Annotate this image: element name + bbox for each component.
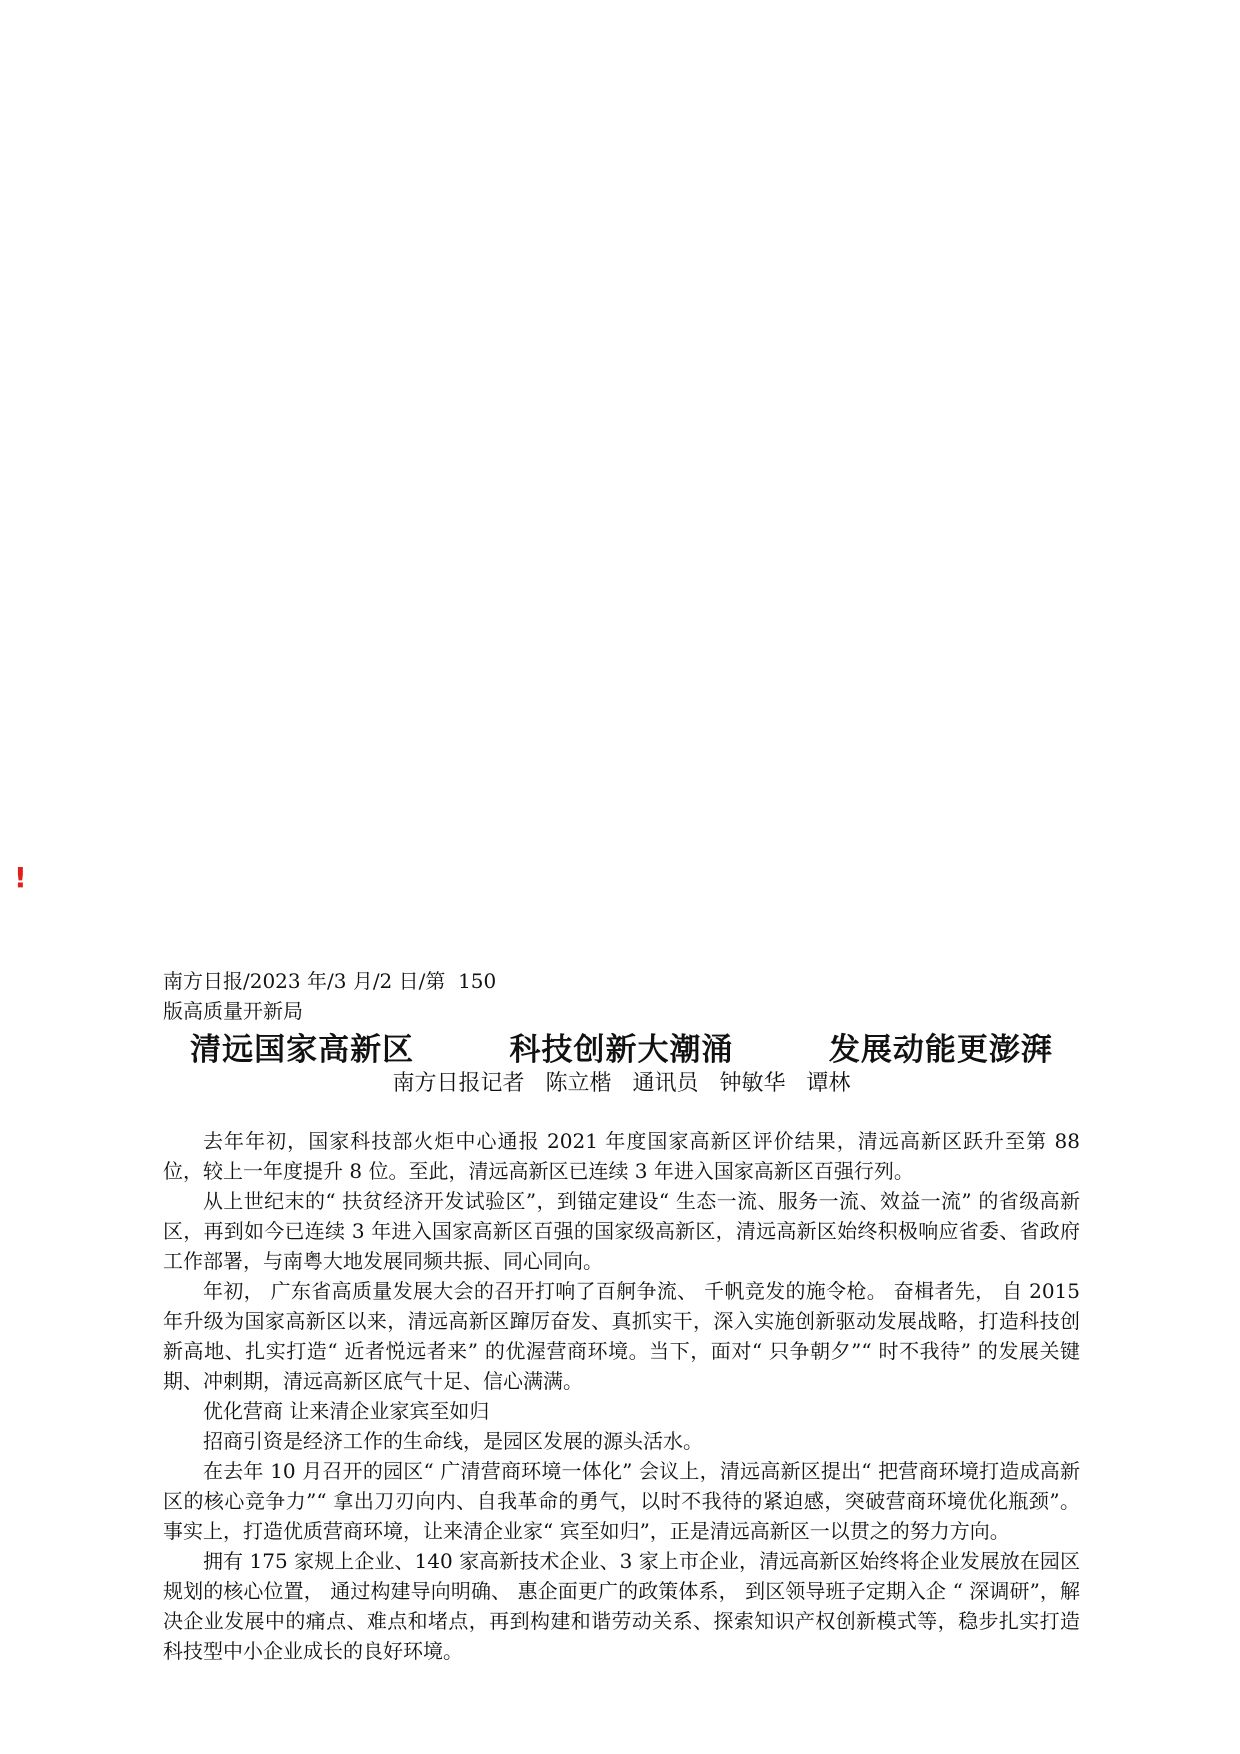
publication-info-line-2: 版高质量开新局 (163, 999, 303, 1023)
red-exclamation-mark: ! (14, 861, 27, 894)
paragraph: 去年年初，国家科技部火炬中心通报 2021 年度国家高新区评价结果，清远高新区跃升至第 88 位，较上一年度提升 8 位。至此，清远高新区已连续 3 年进入国家高新区百强行列。 (163, 1129, 1080, 1183)
paragraph: 招商引资是经济工作的生命线，是园区发展的源头活水。 (203, 1429, 703, 1453)
paragraph: 年初， 广东省高质量发展大会的召开打响了百舸争流、 千帆竞发的施令枪。 奋楫者先， 自 2015 年升级为国家高新区以来，清远高新区蹿厉奋发、真抓实干，深入实施创新驱动发展战略，打造科技创新高地、扎实打造“ 近者悦远者来” 的优渥营商环境。当下，面对“ 只争朝夕”“ 时不我待” 的发展关键期、冲刺期，清远高新区底气十足、信心满满。 (163, 1279, 1080, 1393)
paragraph: 拥有 175 家规上企业、140 家高新技术企业、3 家上市企业，清远高新区始终将企业发展放在园区规划的核心位置， 通过构建导向明确、 惠企面更广的政策体系， 到区领导班子定期入企 “ 深调研”，解决企业发展中的痛点、难点和堵点，再到构建和谐劳动关系、探索知识产权创新模式等，稳步扎实打造科技型中小企业成长的良好环境。 (163, 1549, 1080, 1663)
article (163, 966, 1080, 1666)
paragraph: 在去年 10 月召开的园区“ 广清营商环境一体化” 会议上，清远高新区提出“ 把营商环境打造成高新区的核心竞争力”“ 拿出刀刃向内、自我革命的勇气，以时不我待的紧迫感，突破营商环境优化瓶颈”。事实上，打造优质营商环境，让来清企业家“ 宾至如归”，正是清远高新区一以贯之的努力方向。 (163, 1459, 1080, 1543)
section-heading: 优化营商 让来清企业家宾至如归 (203, 1399, 490, 1423)
article-title: 清远国家高新区 科技创新大潮涌 发展动能更澎湃 (190, 1032, 1053, 1068)
publication-info-line-1: 南方日报/2023 年/3 月/2 日/第 150 (163, 969, 497, 993)
byline: 南方日报记者 陈立楷 通讯员 钟敏华 谭林 (392, 1071, 851, 1096)
paragraph: 从上世纪末的“ 扶贫经济开发试验区”，到锚定建设“ 生态一流、服务一流、效益一流” 的省级高新区，再到如今已连续 3 年进入国家高新区百强的国家级高新区，清远高新区始终积极响应省委、省政府工作部署，与南粤大地发展同频共振、同心同向。 (163, 1189, 1080, 1273)
